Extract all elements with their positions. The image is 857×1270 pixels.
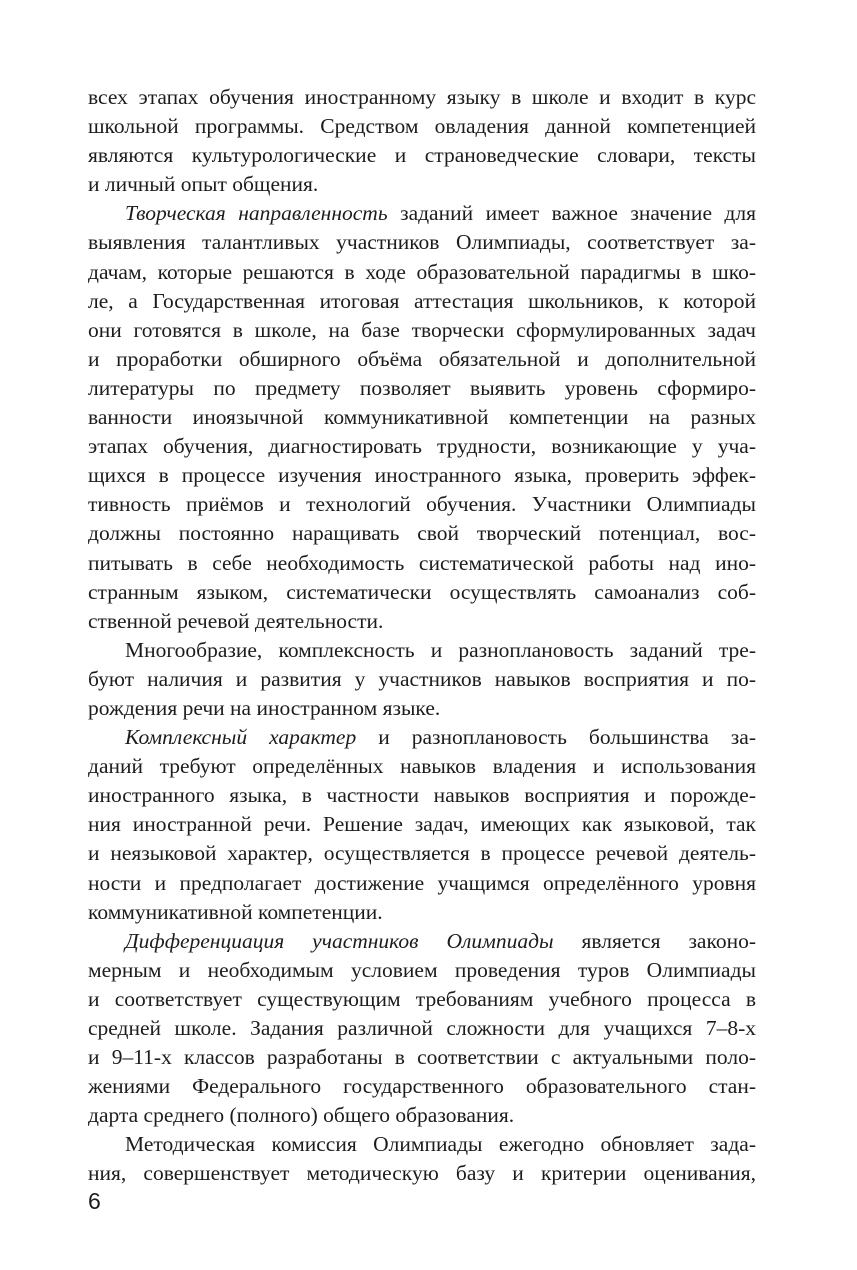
page-body-text bbox=[88, 83, 756, 1189]
emphasized-term: Творческая направленность bbox=[125, 201, 388, 226]
line-text: и проработки обширного объёма обязательной и дополнительной bbox=[88, 346, 756, 371]
text-line bbox=[88, 1072, 756, 1101]
text-line bbox=[88, 723, 756, 752]
text-line bbox=[88, 519, 756, 548]
line-text: они готовятся в школе, на базе творчески сформулированных задач bbox=[88, 317, 756, 342]
text-line bbox=[88, 927, 756, 956]
text-line bbox=[88, 898, 756, 927]
line-text: ле, а Государственная итоговая аттестация школьников, к которой bbox=[88, 288, 756, 313]
line-text: выявления талантливых участников Олимпиады, соответствует за- bbox=[88, 230, 756, 255]
text-line bbox=[88, 956, 756, 985]
text-line bbox=[88, 1014, 756, 1043]
line-text: и соответствует существующим требованиям учебного процесса в bbox=[88, 986, 756, 1011]
line-text: должны постоянно наращивать свой творческий потенциал, вос- bbox=[88, 521, 756, 546]
text-line bbox=[88, 83, 756, 112]
line-text: этапах обучения, диагностировать трудности, возникающие у уча- bbox=[88, 434, 756, 459]
text-line bbox=[88, 112, 756, 141]
line-text: является законо- bbox=[553, 928, 756, 953]
text-line bbox=[88, 287, 756, 316]
text-line bbox=[88, 1159, 756, 1188]
text-line bbox=[88, 752, 756, 781]
line-text: ния, совершенствует методическую базу и критерии оценивания, bbox=[88, 1161, 756, 1186]
text-line bbox=[88, 199, 756, 228]
line-text: школьной программы. Средством овладения данной компетенцией bbox=[88, 114, 756, 139]
text-line bbox=[88, 578, 756, 607]
line-text: и 9–11-х классов разработаны в соответствии с актуальными поло- bbox=[88, 1045, 756, 1070]
line-text: щихся в процессе изучения иностранного языка, проверить эффек- bbox=[88, 463, 756, 488]
line-text: дарта среднего (полного) общего образования. bbox=[88, 1103, 515, 1128]
text-line bbox=[88, 432, 756, 461]
line-text: ности и предполагает достижение учащимся определённого уровня bbox=[88, 870, 756, 895]
line-text: и неязыковой характер, осуществляется в процессе речевой деятель- bbox=[88, 841, 756, 866]
emphasized-term: Дифференциация участников Олимпиады bbox=[125, 928, 554, 953]
line-text: Методическая комиссия Олимпиады ежегодно обновляет зада- bbox=[125, 1132, 756, 1157]
text-line bbox=[88, 374, 756, 403]
line-text: тивность приёмов и технологий обучения. Участники Олимпиады bbox=[88, 492, 756, 517]
text-line bbox=[88, 461, 756, 490]
line-text: жениями Федерального государственного образовательного стан- bbox=[88, 1074, 756, 1099]
line-text: дачам, которые решаются в ходе образовательной парадигмы в шко- bbox=[88, 259, 756, 284]
paragraph bbox=[88, 927, 756, 1131]
line-text: средней школе. Задания различной сложности для учащихся 7–8-х bbox=[88, 1016, 756, 1040]
line-text: питывать в себе необходимость систематической работы над ино- bbox=[88, 550, 756, 575]
text-line bbox=[88, 316, 756, 345]
emphasized-term: Комплексный характер bbox=[125, 725, 357, 750]
paragraph bbox=[88, 199, 756, 635]
text-line bbox=[88, 607, 756, 636]
text-line bbox=[88, 1101, 756, 1130]
line-text: мерным и необходимым условием проведения туров Олимпиады bbox=[88, 957, 756, 982]
paragraph bbox=[88, 1130, 756, 1188]
line-text: иностранного языка, в частности навыков восприятия и порожде- bbox=[88, 783, 756, 808]
text-line bbox=[88, 985, 756, 1014]
text-line bbox=[88, 345, 756, 374]
line-text: рождения речи на иностранном языке. bbox=[88, 695, 441, 720]
text-line bbox=[88, 490, 756, 519]
line-text: Многообразие, комплексность и разноплановость заданий тре- bbox=[125, 637, 756, 662]
text-line bbox=[88, 258, 756, 287]
line-text: буют наличия и развития у участников навыков восприятия и по- bbox=[88, 666, 756, 691]
text-line bbox=[88, 694, 756, 723]
paragraph bbox=[88, 723, 756, 927]
line-text: ния иностранной речи. Решение задач, имеющих как языковой, так bbox=[88, 812, 756, 837]
text-line bbox=[88, 869, 756, 898]
line-text: литературы по предмету позволяет выявить уровень сформиро- bbox=[88, 375, 756, 400]
text-line bbox=[88, 403, 756, 432]
text-line bbox=[88, 665, 756, 694]
paragraph bbox=[88, 83, 756, 199]
line-text: странным языком, систематически осуществлять самоанализ соб- bbox=[88, 579, 756, 604]
line-text: коммуникативной компетенции. bbox=[88, 899, 383, 924]
line-text: и разноплановость большинства за- bbox=[356, 725, 756, 750]
text-line bbox=[88, 141, 756, 170]
text-line bbox=[88, 781, 756, 810]
text-line bbox=[88, 228, 756, 257]
line-text: являются культурологические и страноведческие словари, тексты bbox=[88, 143, 756, 168]
text-line bbox=[88, 1043, 756, 1072]
paragraph bbox=[88, 636, 756, 723]
line-text: ванности иноязычной коммуникативной компетенции на разных bbox=[88, 405, 756, 430]
text-line bbox=[88, 170, 756, 199]
text-line bbox=[88, 839, 756, 868]
text-line bbox=[88, 1130, 756, 1159]
line-text: даний требуют определённых навыков владения и использования bbox=[88, 754, 756, 779]
text-line bbox=[88, 636, 756, 665]
page-number: 6 bbox=[88, 1188, 101, 1214]
line-text: всех этапах обучения иностранному языку в школе и входит в курс bbox=[88, 85, 756, 109]
line-text: заданий имеет важное значение для bbox=[387, 201, 756, 226]
line-text: ственной речевой деятельности. bbox=[88, 608, 384, 633]
text-line bbox=[88, 810, 756, 839]
text-line bbox=[88, 549, 756, 578]
line-text: и личный опыт общения. bbox=[88, 172, 319, 197]
